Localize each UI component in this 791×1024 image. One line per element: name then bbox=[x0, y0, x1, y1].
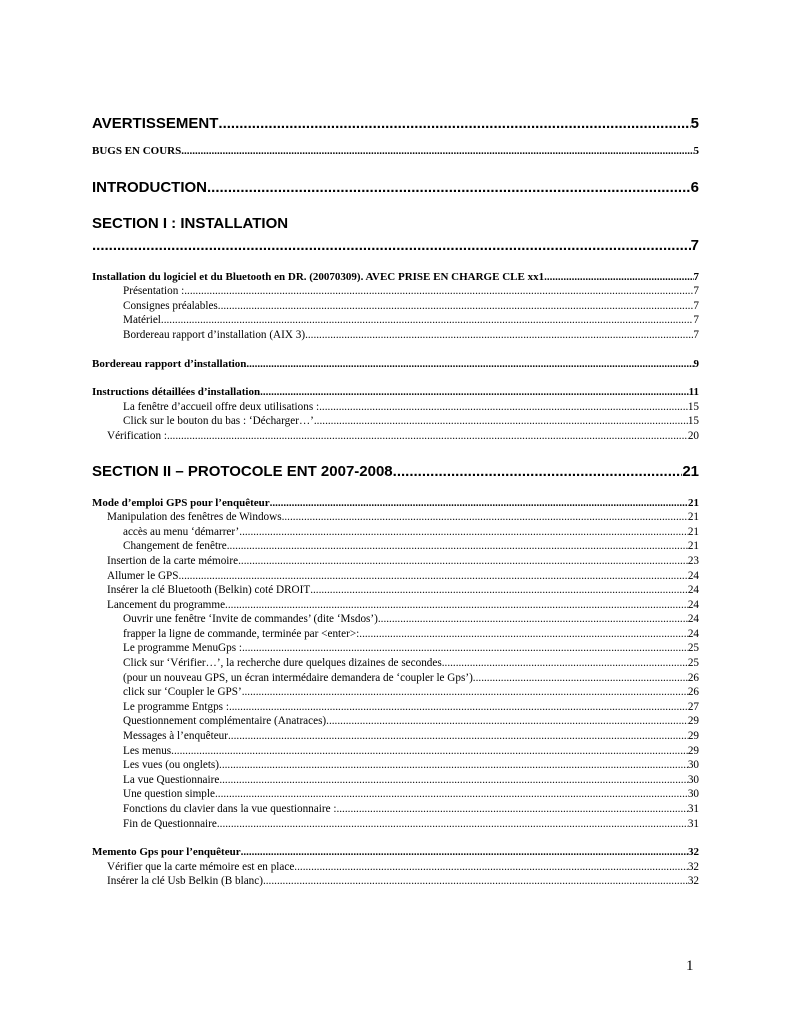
toc-entry-avertissement[interactable] bbox=[92, 113, 699, 135]
toc-entry-title: Installation du logiciel et du Bluetooth en DR. (20070309). AVEC PRISE EN CHARGE CLE xx1 bbox=[92, 270, 545, 283]
dot-leader bbox=[161, 313, 694, 328]
toc-entry-page: 32 bbox=[687, 875, 699, 888]
toc-entry-title: Allumer le GPS bbox=[107, 569, 179, 582]
dot-leader bbox=[171, 744, 688, 759]
dot-leader bbox=[225, 598, 688, 613]
toc-entry-bordereau-aix3[interactable] bbox=[92, 328, 699, 343]
dot-leader bbox=[242, 641, 688, 656]
toc-entry-title: Insérer la clé Bluetooth (Belkin) coté DROIT bbox=[107, 584, 311, 597]
dot-leader bbox=[319, 400, 688, 415]
dot-leader bbox=[227, 539, 688, 554]
toc-entry-page: 5 bbox=[693, 145, 699, 157]
toc-entry-verification[interactable] bbox=[92, 429, 699, 444]
toc-entry-title: Click sur ‘Vérifier…’, la recherche dure quelques dizaines de secondes bbox=[123, 657, 442, 670]
dot-leader bbox=[219, 758, 688, 773]
toc-entry-section-2[interactable] bbox=[92, 461, 699, 483]
toc-entry-inserer-cle-usb[interactable] bbox=[92, 874, 699, 889]
toc-entry-page: 26 bbox=[687, 686, 699, 699]
toc-entry-title: Une question simple bbox=[123, 788, 215, 801]
toc-entry-title: Messages à l’enquêteur bbox=[123, 730, 228, 743]
toc-entry-page: 7 bbox=[693, 299, 699, 312]
dot-leader bbox=[92, 235, 691, 257]
dot-leader bbox=[263, 874, 688, 889]
toc-entry-introduction[interactable] bbox=[92, 177, 699, 199]
toc-entry-title: Présentation : bbox=[123, 285, 185, 298]
toc-entry-page: 31 bbox=[687, 817, 699, 830]
toc-entry-page: 15 bbox=[687, 415, 699, 428]
toc-entry-verifier-carte[interactable] bbox=[92, 860, 699, 875]
toc-entry-coupler-gps[interactable] bbox=[92, 685, 699, 700]
toc-entry-manipulation[interactable] bbox=[92, 510, 699, 525]
dot-leader bbox=[238, 554, 688, 569]
toc-entry-vues[interactable] bbox=[92, 758, 699, 773]
toc-entry-title: Vérifier que la carte mémoire est en place bbox=[107, 860, 295, 873]
toc-entry-title: Questionnement complémentaire (Anatraces) bbox=[123, 715, 327, 728]
toc-entry-title: click sur ‘Coupler le GPS’ bbox=[123, 686, 242, 699]
toc-entry-page: 7 bbox=[693, 314, 699, 327]
toc-entry-page: 30 bbox=[687, 773, 699, 786]
toc-entry-page: 24 bbox=[687, 598, 699, 611]
dot-leader bbox=[241, 845, 688, 860]
dot-leader bbox=[218, 299, 694, 314]
toc-entry-title: Le programme Entgps : bbox=[123, 700, 229, 713]
toc-entry-title: Le programme MenuGps : bbox=[123, 642, 242, 655]
toc-entry-page: 21 bbox=[687, 540, 699, 553]
dot-leader bbox=[215, 787, 688, 802]
toc-entry-bordereau[interactable] bbox=[92, 357, 699, 372]
toc-entry-fonctions-clavier[interactable] bbox=[92, 802, 699, 817]
toc-entry-inserer-cle-bluetooth[interactable] bbox=[92, 583, 699, 598]
toc-entry-changement-fenetre[interactable] bbox=[92, 539, 699, 554]
toc-entry-title: Mode d’emploi GPS pour l’enquêteur bbox=[92, 496, 270, 509]
toc-entry-presentation[interactable] bbox=[92, 284, 699, 299]
toc-entry-nouveau-gps[interactable] bbox=[92, 671, 699, 686]
toc-entry-title: INTRODUCTION bbox=[92, 178, 207, 196]
toc-entry-page: 5 bbox=[690, 115, 699, 132]
toc-entry-title: Ouvrir une fenêtre ‘Invite de commandes’ (dite ‘Msdos’) bbox=[123, 613, 378, 626]
toc-entry-page: 25 bbox=[687, 657, 699, 670]
dot-leader bbox=[326, 714, 688, 729]
toc-entry-page: 7 bbox=[693, 285, 699, 298]
toc-entry-acces-menu[interactable] bbox=[92, 525, 699, 540]
toc-entry-title: Click sur le bouton du bas : ‘Décharger…’ bbox=[123, 415, 314, 428]
toc-entry-title: accès au menu ‘démarrer’ bbox=[123, 525, 240, 538]
dot-leader bbox=[229, 700, 688, 715]
toc-entry-title: Instructions détaillées d’installation bbox=[92, 386, 261, 399]
toc-entry-page: 7 bbox=[690, 236, 699, 254]
toc-entry-title: (pour un nouveau GPS, un écran intermédaire demandera de ‘coupler le Gps’) bbox=[123, 671, 473, 684]
toc-entry-invite-commandes[interactable] bbox=[92, 612, 699, 627]
dot-leader bbox=[217, 817, 688, 832]
toc-entry-title: Fin de Questionnaire bbox=[123, 817, 217, 830]
toc-entry-fenetre-accueil[interactable] bbox=[92, 400, 699, 415]
toc-entry-page: 24 bbox=[687, 613, 699, 626]
toc-entry-page: 29 bbox=[687, 744, 699, 757]
dot-leader bbox=[314, 414, 688, 429]
toc-entry-title: Changement de fenêtre bbox=[123, 540, 227, 553]
dot-leader bbox=[473, 671, 688, 686]
toc-entry-title: Memento Gps pour l’enquêteur bbox=[92, 846, 241, 859]
toc-entry-title: SECTION II – PROTOCOLE ENT 2007-2008 bbox=[92, 462, 393, 480]
toc-entry-title: Lancement du programme bbox=[107, 598, 226, 611]
toc-entry-memento[interactable] bbox=[92, 845, 699, 860]
dot-leader bbox=[219, 773, 688, 788]
toc-entry-page: 29 bbox=[687, 730, 699, 743]
toc-entry-section-1[interactable] bbox=[92, 213, 699, 257]
toc-entry-materiel[interactable] bbox=[92, 313, 699, 328]
toc-entry-page: 11 bbox=[688, 386, 699, 399]
dot-leader bbox=[218, 113, 690, 135]
toc-entry-page: 7 bbox=[693, 270, 699, 283]
toc-entry-title: Fonctions du clavier dans la vue questionnaire : bbox=[123, 803, 337, 815]
toc-entry-page: 24 bbox=[687, 627, 699, 640]
toc-entry-question-simple[interactable] bbox=[92, 787, 699, 802]
dot-leader bbox=[336, 802, 687, 817]
toc-entry-page: 7 bbox=[693, 328, 699, 341]
toc-entry-anatraces[interactable] bbox=[92, 714, 699, 729]
dot-leader bbox=[239, 525, 688, 540]
table-of-contents bbox=[92, 113, 699, 889]
toc-entry-messages[interactable] bbox=[92, 729, 699, 744]
toc-entry-menus[interactable] bbox=[92, 744, 699, 759]
toc-entry-page: 20 bbox=[687, 429, 699, 442]
toc-entry-entgps[interactable] bbox=[92, 700, 699, 715]
toc-entry-page: 24 bbox=[687, 584, 699, 597]
dot-leader bbox=[242, 685, 688, 700]
toc-entry-title: Les menus bbox=[123, 744, 172, 757]
toc-entry-page: 26 bbox=[687, 671, 699, 684]
toc-entry-title: La vue Questionnaire bbox=[123, 773, 220, 786]
toc-entry-installation-logiciel[interactable] bbox=[92, 270, 699, 285]
toc-entry-title: Matériel bbox=[123, 314, 161, 327]
dot-leader bbox=[246, 357, 693, 372]
dot-leader bbox=[378, 612, 688, 627]
toc-entry-page: 9 bbox=[693, 357, 699, 370]
toc-entry-lancement[interactable] bbox=[92, 598, 699, 613]
dot-leader bbox=[167, 429, 688, 444]
toc-entry-title: La fenêtre d’accueil offre deux utilisations : bbox=[123, 400, 320, 413]
toc-entry-mode-emploi[interactable] bbox=[92, 496, 699, 511]
dot-leader bbox=[270, 496, 688, 511]
dot-leader bbox=[442, 656, 688, 671]
toc-entry-title: SECTION I : INSTALLATION bbox=[92, 214, 289, 232]
toc-entry-allumer-gps[interactable] bbox=[92, 569, 699, 584]
dot-leader bbox=[260, 385, 689, 400]
dot-leader bbox=[544, 270, 693, 285]
toc-entry-page: 21 bbox=[687, 511, 699, 524]
toc-entry-click-verifier[interactable] bbox=[92, 656, 699, 671]
toc-entry-page: 30 bbox=[687, 759, 699, 772]
toc-entry-ligne-commande[interactable] bbox=[92, 627, 699, 642]
toc-entry-instructions[interactable] bbox=[92, 385, 699, 400]
toc-entry-page: 31 bbox=[687, 803, 699, 815]
toc-entry-title: Vérification : bbox=[107, 429, 167, 442]
toc-entry-section-1-leader bbox=[92, 235, 699, 257]
toc-entry-title: Manipulation des fenêtres de Windows bbox=[107, 511, 282, 524]
toc-entry-title: Insérer la clé Usb Belkin (B blanc) bbox=[107, 875, 263, 888]
toc-entry-title: Consignes préalables bbox=[123, 299, 218, 312]
dot-leader bbox=[294, 860, 688, 875]
toc-entry-title: Les vues (ou onglets) bbox=[123, 759, 220, 772]
dot-leader bbox=[181, 144, 693, 159]
toc-entry-page: 23 bbox=[687, 554, 699, 567]
toc-entry-title: frapper la ligne de commande, terminée par <enter>: bbox=[123, 627, 360, 640]
toc-entry-title: AVERTISSEMENT bbox=[92, 115, 219, 132]
toc-entry-page: 25 bbox=[687, 642, 699, 655]
dot-leader bbox=[178, 569, 687, 584]
dot-leader bbox=[184, 284, 693, 299]
toc-entry-title: Insertion de la carte mémoire bbox=[107, 554, 239, 567]
dot-leader bbox=[207, 177, 691, 199]
toc-entry-page: 15 bbox=[687, 400, 699, 413]
toc-entry-title: Bordereau rapport d’installation (AIX 3) bbox=[123, 328, 306, 341]
toc-entry-decharger[interactable] bbox=[92, 414, 699, 429]
toc-entry-page: 27 bbox=[687, 700, 699, 713]
dot-leader bbox=[282, 510, 688, 525]
toc-entry-title: Bordereau rapport d’installation bbox=[92, 357, 247, 370]
dot-leader bbox=[393, 461, 683, 483]
toc-entry-page: 6 bbox=[690, 178, 699, 196]
toc-entry-vue-questionnaire[interactable] bbox=[92, 773, 699, 788]
toc-entry-bugs-en-cours[interactable] bbox=[92, 144, 699, 159]
toc-entry-consignes[interactable] bbox=[92, 299, 699, 314]
toc-entry-page: 30 bbox=[687, 788, 699, 801]
page-number: 1 bbox=[686, 958, 694, 974]
toc-entry-page: 21 bbox=[688, 496, 699, 509]
toc-entry-page: 32 bbox=[688, 846, 699, 859]
toc-entry-page: 29 bbox=[687, 715, 699, 728]
toc-entry-menugps[interactable] bbox=[92, 641, 699, 656]
dot-leader bbox=[359, 627, 688, 642]
toc-entry-insertion-carte[interactable] bbox=[92, 554, 699, 569]
dot-leader bbox=[305, 328, 693, 343]
dot-leader bbox=[228, 729, 688, 744]
toc-entry-fin-questionnaire[interactable] bbox=[92, 817, 699, 832]
toc-entry-page: 32 bbox=[687, 860, 699, 873]
toc-entry-page: 21 bbox=[687, 525, 699, 538]
toc-entry-title: BUGS EN COURS bbox=[92, 145, 182, 157]
toc-entry-page: 21 bbox=[682, 462, 699, 480]
dot-leader bbox=[310, 583, 688, 598]
toc-entry-page: 24 bbox=[687, 569, 699, 582]
